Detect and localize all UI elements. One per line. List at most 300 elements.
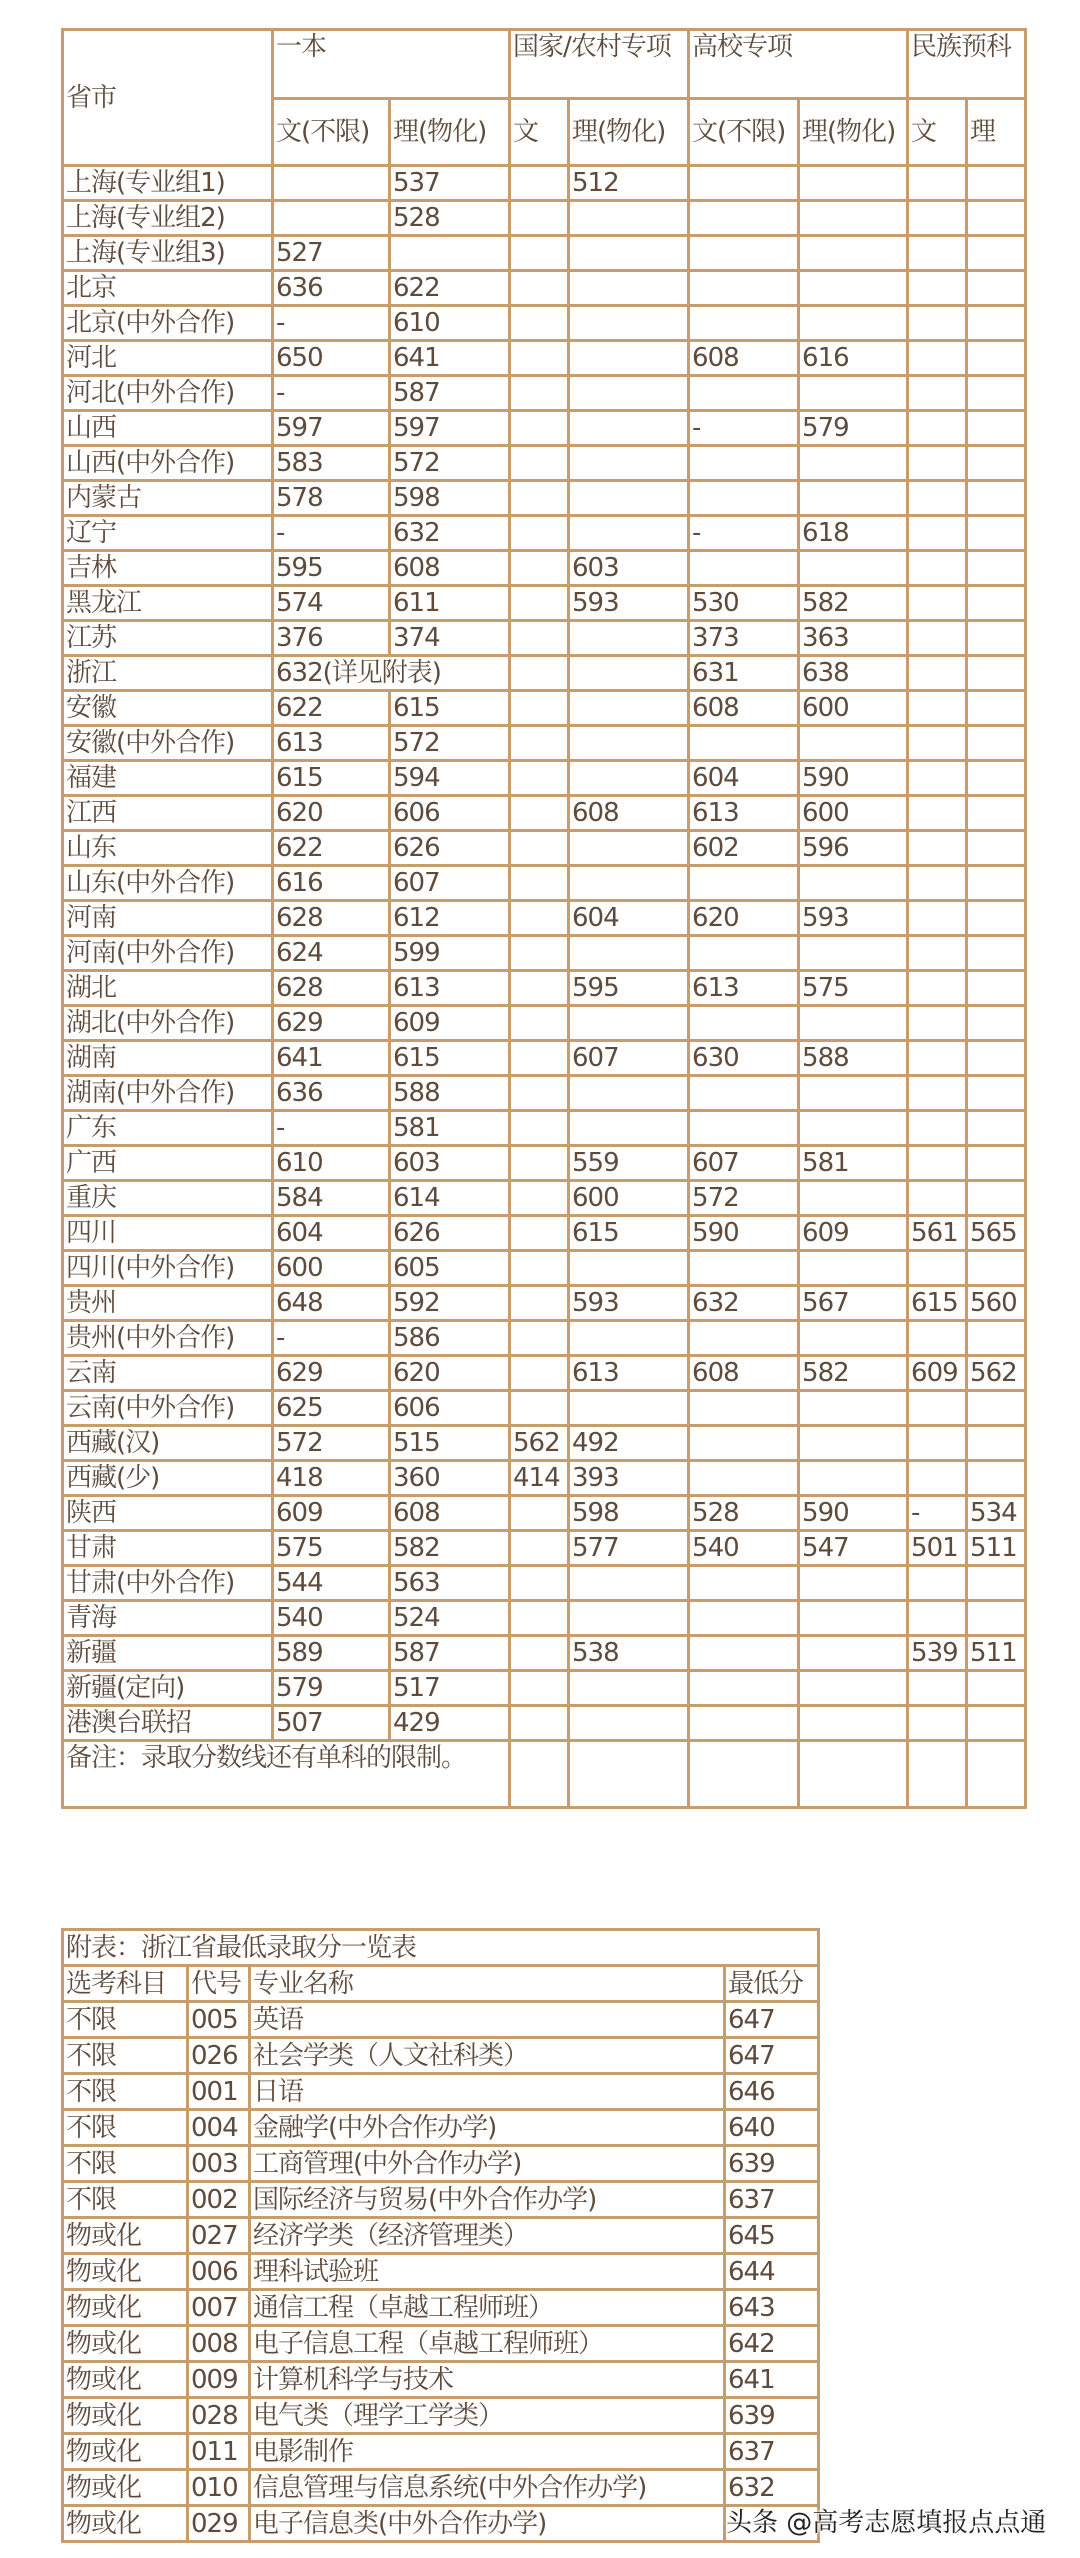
- score-cell: [799, 1426, 908, 1461]
- score-cell: [908, 201, 967, 236]
- score-cell: [908, 656, 967, 691]
- score-cell: [799, 1461, 908, 1496]
- score-cell: 632: [689, 1286, 799, 1321]
- subject-cell: 不限: [63, 2182, 188, 2218]
- score-cell: [908, 936, 967, 971]
- score-cell: [967, 971, 1026, 1006]
- code-cell: 006: [188, 2254, 250, 2290]
- score-cell: 612: [390, 901, 510, 936]
- score-cell: [967, 166, 1026, 201]
- province-cell: 云南(中外合作): [63, 1391, 273, 1426]
- score-cell: 512: [569, 166, 689, 201]
- score-cell: 594: [390, 761, 510, 796]
- header-code: 代号: [188, 1966, 250, 2002]
- score-cell: [908, 1671, 967, 1706]
- appendix-title-row: [63, 1930, 819, 1966]
- score-cell: [569, 866, 689, 901]
- table-row: [63, 1181, 1026, 1216]
- score-cell: [510, 1636, 569, 1671]
- province-cell: 湖北: [63, 971, 273, 1006]
- score-cell: -: [908, 1496, 967, 1531]
- score-cell: 648: [273, 1286, 390, 1321]
- score-cell: [689, 1461, 799, 1496]
- score-cell: [510, 1181, 569, 1216]
- table-row: [63, 341, 1026, 376]
- score-cell: 600: [569, 1181, 689, 1216]
- score-cell: [510, 1321, 569, 1356]
- score-cell: [569, 376, 689, 411]
- table-row: [63, 271, 1026, 306]
- score-cell: 534: [967, 1496, 1026, 1531]
- subject-cell: 物或化: [63, 2362, 188, 2398]
- score-cell: [510, 796, 569, 831]
- score-cell: 586: [390, 1321, 510, 1356]
- header-min-score: 最低分: [725, 1966, 819, 2002]
- score-cell: 587: [390, 1636, 510, 1671]
- score-cell: 517: [390, 1671, 510, 1706]
- score-cell: -: [273, 376, 390, 411]
- subject-cell: 不限: [63, 2074, 188, 2110]
- score-cell: [967, 1461, 1026, 1496]
- score-cell: 577: [569, 1531, 689, 1566]
- score-cell: [799, 446, 908, 481]
- score-cell: [510, 726, 569, 761]
- score-cell: [799, 201, 908, 236]
- province-cell: 四川(中外合作): [63, 1251, 273, 1286]
- table-row: [63, 1286, 1026, 1321]
- score-cell: [908, 1321, 967, 1356]
- score-cell: 527: [273, 236, 390, 271]
- subject-cell: 物或化: [63, 2470, 188, 2506]
- header-group-ethnic-prep: 民族预科: [908, 30, 1026, 99]
- score-cell: 613: [390, 971, 510, 1006]
- score-cell: [908, 1146, 967, 1181]
- score-cell: 620: [390, 1356, 510, 1391]
- score-cell: [967, 551, 1026, 586]
- table-row: [63, 1216, 1026, 1251]
- subject-cell: 物或化: [63, 2326, 188, 2362]
- score-cell: 600: [799, 691, 908, 726]
- score-cell: [967, 1601, 1026, 1636]
- score-cell: [510, 866, 569, 901]
- score-cell: 626: [390, 831, 510, 866]
- subheader: 理(物化): [569, 99, 689, 166]
- score-cell: 414: [510, 1461, 569, 1496]
- score-cell: 579: [273, 1671, 390, 1706]
- score-cell: [510, 481, 569, 516]
- table-row: [63, 621, 1026, 656]
- empty-cell: [908, 1741, 967, 1808]
- table-row: [63, 1531, 1026, 1566]
- major-cell: 英语: [250, 2002, 725, 2038]
- score-cell: [908, 1041, 967, 1076]
- subject-cell: 物或化: [63, 2254, 188, 2290]
- score-cell: [967, 341, 1026, 376]
- table-row: [63, 2002, 819, 2038]
- score-cell: 579: [799, 411, 908, 446]
- score-cell: 590: [689, 1216, 799, 1251]
- score-cell: 582: [799, 1356, 908, 1391]
- score-cell: [510, 1601, 569, 1636]
- score-cell: [569, 1076, 689, 1111]
- score-cell: 615: [569, 1216, 689, 1251]
- score-cell: [908, 166, 967, 201]
- score-cell: 537: [390, 166, 510, 201]
- score-cell: [390, 236, 510, 271]
- major-cell: 日语: [250, 2074, 725, 2110]
- province-cell: 上海(专业组3): [63, 236, 273, 271]
- table-row: [63, 1636, 1026, 1671]
- score-cell: [689, 481, 799, 516]
- score-cell: 618: [799, 516, 908, 551]
- score-cell: [799, 866, 908, 901]
- score-cell: [689, 376, 799, 411]
- subheader: 理(物化): [390, 99, 510, 166]
- table-row: [63, 2362, 819, 2398]
- score-cell: 608: [390, 1496, 510, 1531]
- score-cell: 590: [799, 1496, 908, 1531]
- major-cell: 工商管理(中外合作办学): [250, 2146, 725, 2182]
- score-cell: -: [273, 516, 390, 551]
- score-cell: 632: [390, 516, 510, 551]
- header-group-university-special: 高校专项: [689, 30, 908, 99]
- score-cell: 539: [908, 1636, 967, 1671]
- score-cell: 610: [390, 306, 510, 341]
- score-cell: 620: [689, 901, 799, 936]
- code-cell: 004: [188, 2110, 250, 2146]
- score-cell: [908, 1391, 967, 1426]
- table-row: [63, 516, 1026, 551]
- province-cell: 湖南: [63, 1041, 273, 1076]
- score-cell: [689, 1006, 799, 1041]
- table-row: [63, 446, 1026, 481]
- table-row: [63, 971, 1026, 1006]
- score-cell: [569, 306, 689, 341]
- score-cell: [510, 446, 569, 481]
- subject-cell: 物或化: [63, 2290, 188, 2326]
- province-cell: 新疆: [63, 1636, 273, 1671]
- min-score-cell: 647: [725, 2038, 819, 2074]
- score-cell: 622: [273, 831, 390, 866]
- table-row: [63, 376, 1026, 411]
- table-row: [63, 1391, 1026, 1426]
- province-cell: 湖北(中外合作): [63, 1006, 273, 1041]
- min-score-cell: 640: [725, 2110, 819, 2146]
- table-row: [63, 1041, 1026, 1076]
- major-cell: 通信工程（卓越工程师班）: [250, 2290, 725, 2326]
- score-cell: 604: [689, 761, 799, 796]
- score-cell: 596: [799, 831, 908, 866]
- score-cell: [799, 1111, 908, 1146]
- code-cell: 002: [188, 2182, 250, 2218]
- score-cell: [510, 306, 569, 341]
- score-cell: [510, 271, 569, 306]
- score-cell: [799, 726, 908, 761]
- score-cell: 604: [569, 901, 689, 936]
- score-cell: 636: [273, 271, 390, 306]
- table-row: [63, 2182, 819, 2218]
- score-cell: [799, 1321, 908, 1356]
- header-group-national-rural: 国家/农村专项: [510, 30, 689, 99]
- province-cell: 山西(中外合作): [63, 446, 273, 481]
- score-cell: 540: [273, 1601, 390, 1636]
- empty-cell: [967, 1741, 1026, 1808]
- score-cell: [908, 1601, 967, 1636]
- score-cell: [569, 481, 689, 516]
- table-row: [63, 1566, 1026, 1601]
- score-cell: [569, 656, 689, 691]
- score-cell: 608: [689, 341, 799, 376]
- table-row: [63, 2038, 819, 2074]
- score-cell: [799, 1006, 908, 1041]
- score-cell: [569, 621, 689, 656]
- score-cell: [510, 341, 569, 376]
- score-cell: [967, 1146, 1026, 1181]
- score-cell: [689, 1426, 799, 1461]
- province-cell: 广西: [63, 1146, 273, 1181]
- province-cell: 山西: [63, 411, 273, 446]
- score-cell: [967, 411, 1026, 446]
- score-cell: [569, 201, 689, 236]
- province-cell: 青海: [63, 1601, 273, 1636]
- score-cell: 584: [273, 1181, 390, 1216]
- score-cell: 547: [799, 1531, 908, 1566]
- table-row: [63, 586, 1026, 621]
- score-cell: [908, 1111, 967, 1146]
- province-cell: 上海(专业组1): [63, 166, 273, 201]
- score-cell: 629: [273, 1006, 390, 1041]
- score-cell: [908, 481, 967, 516]
- score-cell: [510, 1391, 569, 1426]
- score-cell: [689, 1076, 799, 1111]
- table-row: [63, 831, 1026, 866]
- table-row: [63, 551, 1026, 586]
- score-cell: [967, 831, 1026, 866]
- score-cell: 609: [390, 1006, 510, 1041]
- score-cell: [908, 341, 967, 376]
- zhejiang-appendix-table: [61, 1928, 820, 2543]
- score-cell: [689, 726, 799, 761]
- score-cell: [510, 376, 569, 411]
- subject-cell: 物或化: [63, 2434, 188, 2470]
- score-cell: 374: [390, 621, 510, 656]
- score-cell: 595: [273, 551, 390, 586]
- score-cell: 622: [273, 691, 390, 726]
- score-cell: [569, 516, 689, 551]
- score-cell: [569, 831, 689, 866]
- score-cell: [510, 1706, 569, 1741]
- subject-cell: 不限: [63, 2146, 188, 2182]
- score-cell: [510, 236, 569, 271]
- score-cell: [689, 166, 799, 201]
- score-cell: [908, 1006, 967, 1041]
- min-score-cell: 637: [725, 2182, 819, 2218]
- score-cell: 628: [273, 901, 390, 936]
- score-cell: 613: [273, 726, 390, 761]
- score-cell: [908, 411, 967, 446]
- score-cell: [967, 271, 1026, 306]
- code-cell: 003: [188, 2146, 250, 2182]
- province-cell: 陕西: [63, 1496, 273, 1531]
- code-cell: 001: [188, 2074, 250, 2110]
- code-cell: 027: [188, 2218, 250, 2254]
- table-row: [63, 1146, 1026, 1181]
- score-cell: [689, 1566, 799, 1601]
- major-cell: 社会学类（人文社科类）: [250, 2038, 725, 2074]
- score-cell: 600: [799, 796, 908, 831]
- score-cell: [510, 201, 569, 236]
- score-cell: 638: [799, 656, 908, 691]
- note-row: [63, 1741, 1026, 1808]
- score-cell: 572: [273, 1426, 390, 1461]
- table-row: [63, 2290, 819, 2326]
- score-cell: [908, 761, 967, 796]
- score-cell: [689, 1671, 799, 1706]
- score-cell: [510, 971, 569, 1006]
- empty-cell: [689, 1741, 799, 1808]
- score-cell: [967, 1076, 1026, 1111]
- score-cell: [569, 691, 689, 726]
- score-cell: 597: [273, 411, 390, 446]
- subheader: 文(不限): [689, 99, 799, 166]
- score-cell: [689, 1706, 799, 1741]
- header-subject: 选考科目: [63, 1966, 188, 2002]
- appendix-title: 附表：浙江省最低录取分一览表: [63, 1930, 819, 1966]
- score-cell: 583: [273, 446, 390, 481]
- table-row: [63, 166, 1026, 201]
- table-row: [63, 236, 1026, 271]
- table-row: [63, 2074, 819, 2110]
- score-cell: [510, 1111, 569, 1146]
- province-cell: 河南: [63, 901, 273, 936]
- table-row: [63, 866, 1026, 901]
- score-cell: 592: [390, 1286, 510, 1321]
- score-cell: 578: [273, 481, 390, 516]
- score-cell: [689, 1601, 799, 1636]
- table-row: [63, 1496, 1026, 1531]
- score-cell: [799, 1706, 908, 1741]
- code-cell: 008: [188, 2326, 250, 2362]
- score-cell: [908, 306, 967, 341]
- score-cell: 607: [689, 1146, 799, 1181]
- score-cell: [689, 271, 799, 306]
- score-cell: [799, 1601, 908, 1636]
- score-cell: 608: [390, 551, 510, 586]
- score-cell: 590: [799, 761, 908, 796]
- min-score-cell: 632: [725, 2470, 819, 2506]
- score-cell: [908, 1251, 967, 1286]
- score-cell: 373: [689, 621, 799, 656]
- major-cell: 电影制作: [250, 2434, 725, 2470]
- score-cell: [967, 866, 1026, 901]
- code-cell: 005: [188, 2002, 250, 2038]
- score-cell: [908, 621, 967, 656]
- score-cell: [908, 376, 967, 411]
- score-cell: [510, 1531, 569, 1566]
- province-cell: 黑龙江: [63, 586, 273, 621]
- score-cell: [908, 866, 967, 901]
- province-cell: 港澳台联招: [63, 1706, 273, 1741]
- major-cell: 国际经济与贸易(中外合作办学): [250, 2182, 725, 2218]
- table-row: [63, 656, 1026, 691]
- score-cell: [967, 1426, 1026, 1461]
- header-major: 专业名称: [250, 1966, 725, 2002]
- score-cell: 376: [273, 621, 390, 656]
- min-score-cell: 639: [725, 2146, 819, 2182]
- score-cell: 581: [799, 1146, 908, 1181]
- table-row: [63, 1111, 1026, 1146]
- score-cell: [908, 586, 967, 621]
- score-cell: -: [273, 1111, 390, 1146]
- min-score-cell: 644: [725, 2254, 819, 2290]
- score-cell: 610: [273, 1146, 390, 1181]
- score-cell: [967, 481, 1026, 516]
- score-cell: 507: [273, 1706, 390, 1741]
- major-cell: 电子信息类(中外合作办学): [250, 2506, 725, 2542]
- major-cell: 电子信息工程（卓越工程师班）: [250, 2326, 725, 2362]
- subject-cell: 不限: [63, 2038, 188, 2074]
- score-cell: [799, 166, 908, 201]
- score-cell: 622: [390, 271, 510, 306]
- score-cell: 626: [390, 1216, 510, 1251]
- province-cell: 甘肃: [63, 1531, 273, 1566]
- score-cell: [569, 236, 689, 271]
- table-row: [63, 1356, 1026, 1391]
- score-cell: [799, 1181, 908, 1216]
- score-cell: [967, 796, 1026, 831]
- score-cell: 605: [390, 1251, 510, 1286]
- header-province: 省市: [63, 30, 273, 166]
- subject-cell: 物或化: [63, 2398, 188, 2434]
- score-cell: [510, 1356, 569, 1391]
- province-cell: 贵州(中外合作): [63, 1321, 273, 1356]
- score-cell: [510, 1146, 569, 1181]
- subject-cell: 物或化: [63, 2218, 188, 2254]
- table-row: [63, 1601, 1026, 1636]
- score-cell: [569, 1601, 689, 1636]
- table-row: [63, 2110, 819, 2146]
- score-cell: [967, 691, 1026, 726]
- score-cell: 363: [799, 621, 908, 656]
- province-cell: 西藏(少): [63, 1461, 273, 1496]
- score-cell: 599: [390, 936, 510, 971]
- score-cell: 515: [390, 1426, 510, 1461]
- province-cell: 内蒙古: [63, 481, 273, 516]
- table-row: [63, 691, 1026, 726]
- score-cell: 501: [908, 1531, 967, 1566]
- empty-cell: [569, 1741, 689, 1808]
- score-cell: 606: [390, 796, 510, 831]
- score-cell: [510, 656, 569, 691]
- score-cell: [510, 586, 569, 621]
- table-row: [63, 481, 1026, 516]
- empty-cell: [799, 1741, 908, 1808]
- score-cell: 562: [510, 1426, 569, 1461]
- watermark: 头条 @高考志愿填报点点通: [726, 2508, 1047, 2538]
- score-cell: 572: [689, 1181, 799, 1216]
- score-cell: [510, 691, 569, 726]
- score-cell: [967, 901, 1026, 936]
- province-cell: 四川: [63, 1216, 273, 1251]
- major-cell: 电气类（理学工学类）: [250, 2398, 725, 2434]
- score-cell: 625: [273, 1391, 390, 1426]
- score-cell: [967, 1566, 1026, 1601]
- score-cell: [908, 796, 967, 831]
- score-cell: 615: [390, 691, 510, 726]
- score-cell: [967, 656, 1026, 691]
- score-cell: [510, 1076, 569, 1111]
- score-cell: [908, 1706, 967, 1741]
